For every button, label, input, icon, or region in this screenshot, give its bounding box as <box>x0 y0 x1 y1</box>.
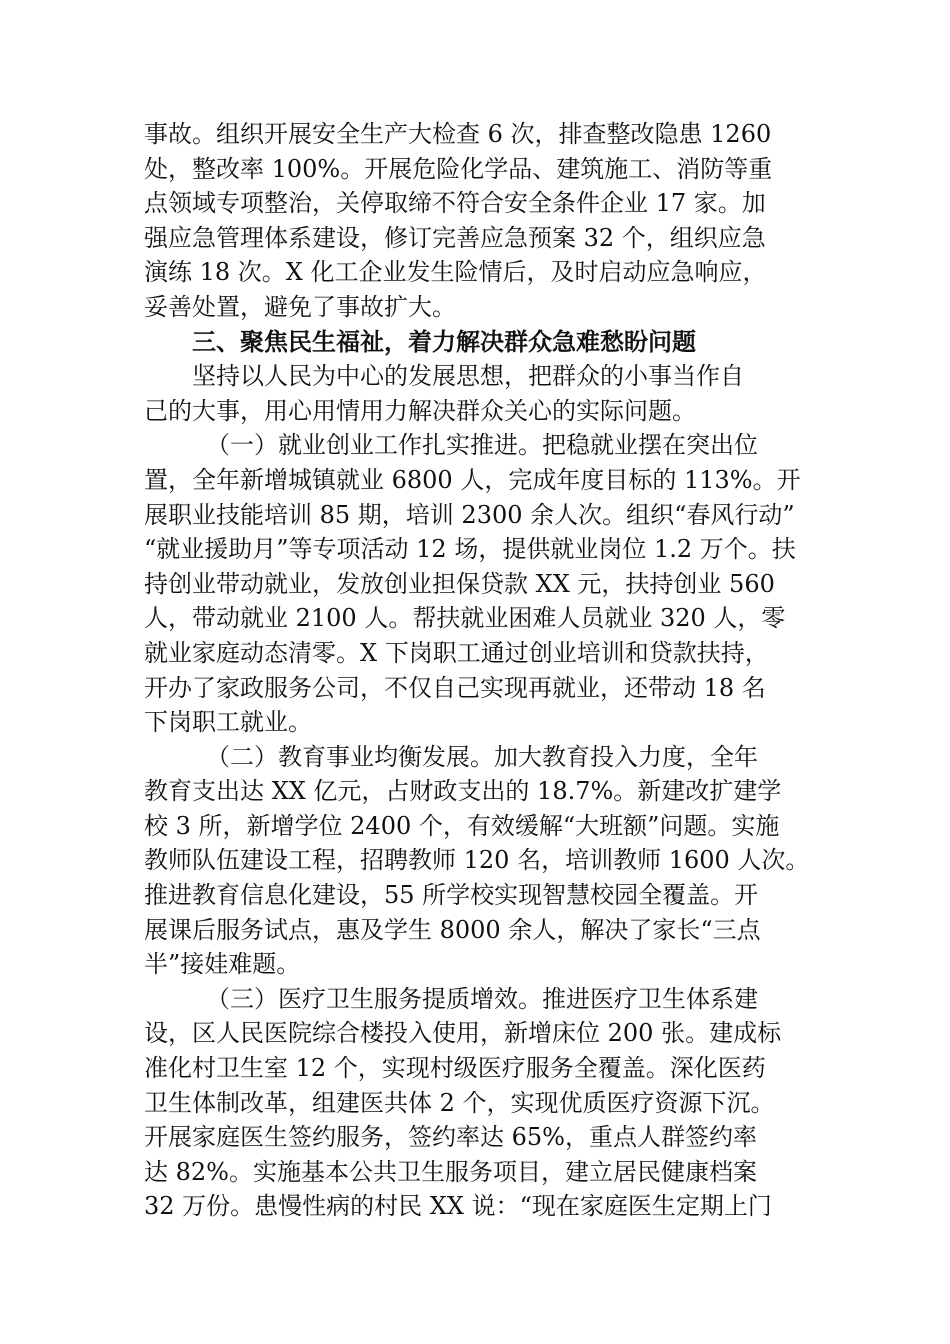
body-line: 处，整改率 100%。开展危险化学品、建筑施工、消防等重 <box>144 154 773 183</box>
body-line: 己的大事，用心用情用力解决群众关心的实际问题。 <box>144 396 696 425</box>
body-line: 展职业技能培训 85 期，培训 2300 余人次。组织“春风行动” <box>144 500 795 529</box>
body-line: 达 82%。实施基本公共卫生服务项目，建立居民健康档案 <box>144 1157 757 1186</box>
subsection-first-line: （一）就业创业工作扎实推进。把稳就业摆在突出位 <box>206 431 758 460</box>
body-line: “就业援助月”等专项活动 12 场，提供就业岗位 1.2 万个。扶 <box>144 535 796 564</box>
body-line: 下岗职工就业。 <box>144 708 312 737</box>
section-heading: 三、聚焦民生福祉，着力解决群众急难愁盼问题 <box>192 326 696 356</box>
body-line: 展课后服务试点，惠及学生 8000 余人，解决了家长“三点 <box>144 915 761 944</box>
body-line: 校 3 所，新增学位 2400 个，有效缓解“大班额”问题。实施 <box>144 811 780 840</box>
body-line: 教师队伍建设工程，招聘教师 120 名，培训教师 1600 人次。 <box>144 846 810 875</box>
subsection-first-line: （二）教育事业均衡发展。加大教育投入力度，全年 <box>206 742 758 771</box>
body-line: 演练 18 次。X 化工企业发生险情后，及时启动应急响应， <box>144 258 767 287</box>
body-line: 准化村卫生室 12 个，实现村级医疗服务全覆盖。深化医药 <box>144 1054 766 1083</box>
body-line: 32 万份。患慢性病的村民 XX 说：“现在家庭医生定期上门 <box>144 1192 772 1221</box>
body-line: 事故。组织开展安全生产大检查 6 次，排查整改隐患 1260 <box>144 120 772 148</box>
body-line: 置，全年新增城镇就业 6800 人，完成年度目标的 113%。开 <box>144 465 801 494</box>
body-line: 人，带动就业 2100 人。帮扶就业困难人员就业 320 人，零 <box>144 604 786 633</box>
paragraph-first-line: 坚持以人民为中心的发展思想，把群众的小事当作自 <box>192 362 744 391</box>
body-line: 半”接娃难题。 <box>144 950 301 979</box>
body-line: 开展家庭医生签约服务，签约率达 65%，重点人群签约率 <box>144 1123 757 1152</box>
body-line: 开办了家政服务公司，不仅自己实现再就业，还带动 18 名 <box>144 673 766 702</box>
body-line: 卫生体制改革，组建医共体 2 个，实现优质医疗资源下沉。 <box>144 1088 775 1117</box>
body-line: 持创业带动就业，发放创业担保贷款 XX 元，扶持创业 560 <box>144 569 775 598</box>
body-line: 点领域专项整治，关停取缔不符合安全条件企业 17 家。加 <box>144 189 766 218</box>
body-line: 教育支出达 XX 亿元，占财政支出的 18.7%。新建改扩建学 <box>144 777 782 806</box>
document-body <box>144 117 808 1224</box>
subsection-first-line: （三）医疗卫生服务提质增效。推进医疗卫生体系建 <box>206 984 758 1013</box>
body-line: 设，区人民医院综合楼投入使用，新增床位 200 张。建成标 <box>144 1019 782 1048</box>
body-line: 强应急管理体系建设，修订完善应急预案 32 个，组织应急 <box>144 223 766 252</box>
body-line: 妥善处置，避免了事故扩大。 <box>144 292 456 321</box>
body-line: 推进教育信息化建设，55 所学校实现智慧校园全覆盖。开 <box>144 881 759 910</box>
body-line: 就业家庭动态清零。X 下岗职工通过创业培训和贷款扶持， <box>144 638 769 667</box>
